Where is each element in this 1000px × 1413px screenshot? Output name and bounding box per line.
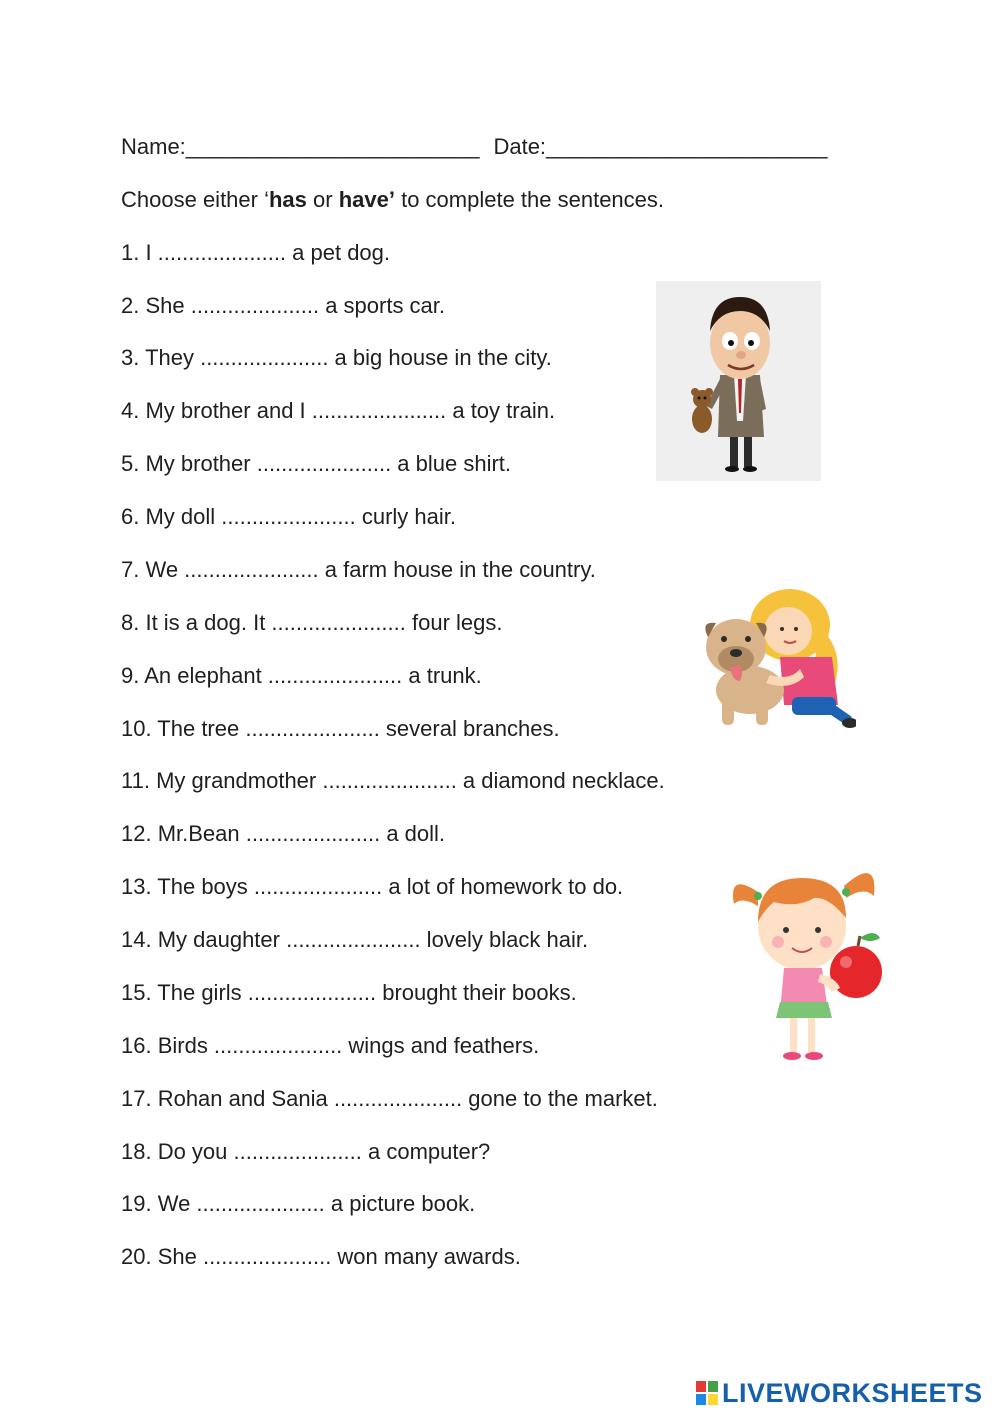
question-item[interactable]: 18. Do you ..................... a computer? <box>121 1139 491 1164</box>
question-item[interactable]: 11. My grandmother ...................... a diamond necklace. <box>121 768 665 793</box>
question-item[interactable]: 4. My brother and I ...................... a toy train. <box>121 398 556 423</box>
question-item[interactable]: 2. She ..................... a sports car. <box>121 293 446 318</box>
question-item[interactable]: 16. Birds ..................... wings and feathers. <box>121 1033 540 1058</box>
instruction-word-have: have’ <box>338 187 395 212</box>
question-item[interactable]: 12. Mr.Bean ...................... a doll. <box>121 821 446 846</box>
instruction-prefix: Choose either ‘ <box>121 187 269 212</box>
question-item[interactable]: 3. They ..................... a big house in the city. <box>121 345 552 370</box>
question-item[interactable]: 6. My doll ...................... curly hair. <box>121 504 456 529</box>
question-item[interactable]: 1. I ..................... a pet dog. <box>121 240 391 265</box>
instructions <box>121 187 664 213</box>
name-field[interactable]: ________________________ <box>185 134 480 159</box>
question-item[interactable]: 20. She ..................... won many awards. <box>121 1244 521 1269</box>
instruction-suffix: to complete the sentences. <box>394 187 665 212</box>
liveworksheets-logo-icon <box>696 1381 718 1405</box>
mr-bean-illustration <box>656 281 821 481</box>
header <box>121 134 827 160</box>
instruction-middle: or <box>306 187 339 212</box>
question-item[interactable]: 19. We ..................... a picture book. <box>121 1191 476 1216</box>
name-label: Name: <box>121 134 186 159</box>
question-item[interactable]: 9. An elephant ...................... a trunk. <box>121 663 482 688</box>
question-item[interactable]: 5. My brother ...................... a blue shirt. <box>121 451 512 476</box>
date-field[interactable]: _______________________ <box>546 134 828 159</box>
date-label: Date: <box>493 134 547 159</box>
question-item[interactable]: 14. My daughter ...................... lovely black hair. <box>121 927 589 952</box>
question-item[interactable]: 8. It is a dog. It ...................... four legs. <box>121 610 503 635</box>
girl-with-apple-illustration <box>728 852 888 1067</box>
question-item[interactable]: 10. The tree ...................... several branches. <box>121 716 560 741</box>
liveworksheets-brand-text: LIVEWORKSHEETS <box>722 1377 983 1408</box>
question-item[interactable]: 7. We ...................... a farm house in the country. <box>121 557 596 582</box>
liveworksheets-logo[interactable] <box>696 1378 983 1408</box>
question-item[interactable]: 17. Rohan and Sania ..................... gone to the market. <box>121 1086 658 1111</box>
question-item[interactable]: 15. The girls ..................... brought their books. <box>121 980 577 1005</box>
question-item[interactable]: 13. The boys ..................... a lot of homework to do. <box>121 874 624 899</box>
instruction-word-has: has <box>268 187 307 212</box>
girl-and-dog-illustration <box>700 585 856 732</box>
